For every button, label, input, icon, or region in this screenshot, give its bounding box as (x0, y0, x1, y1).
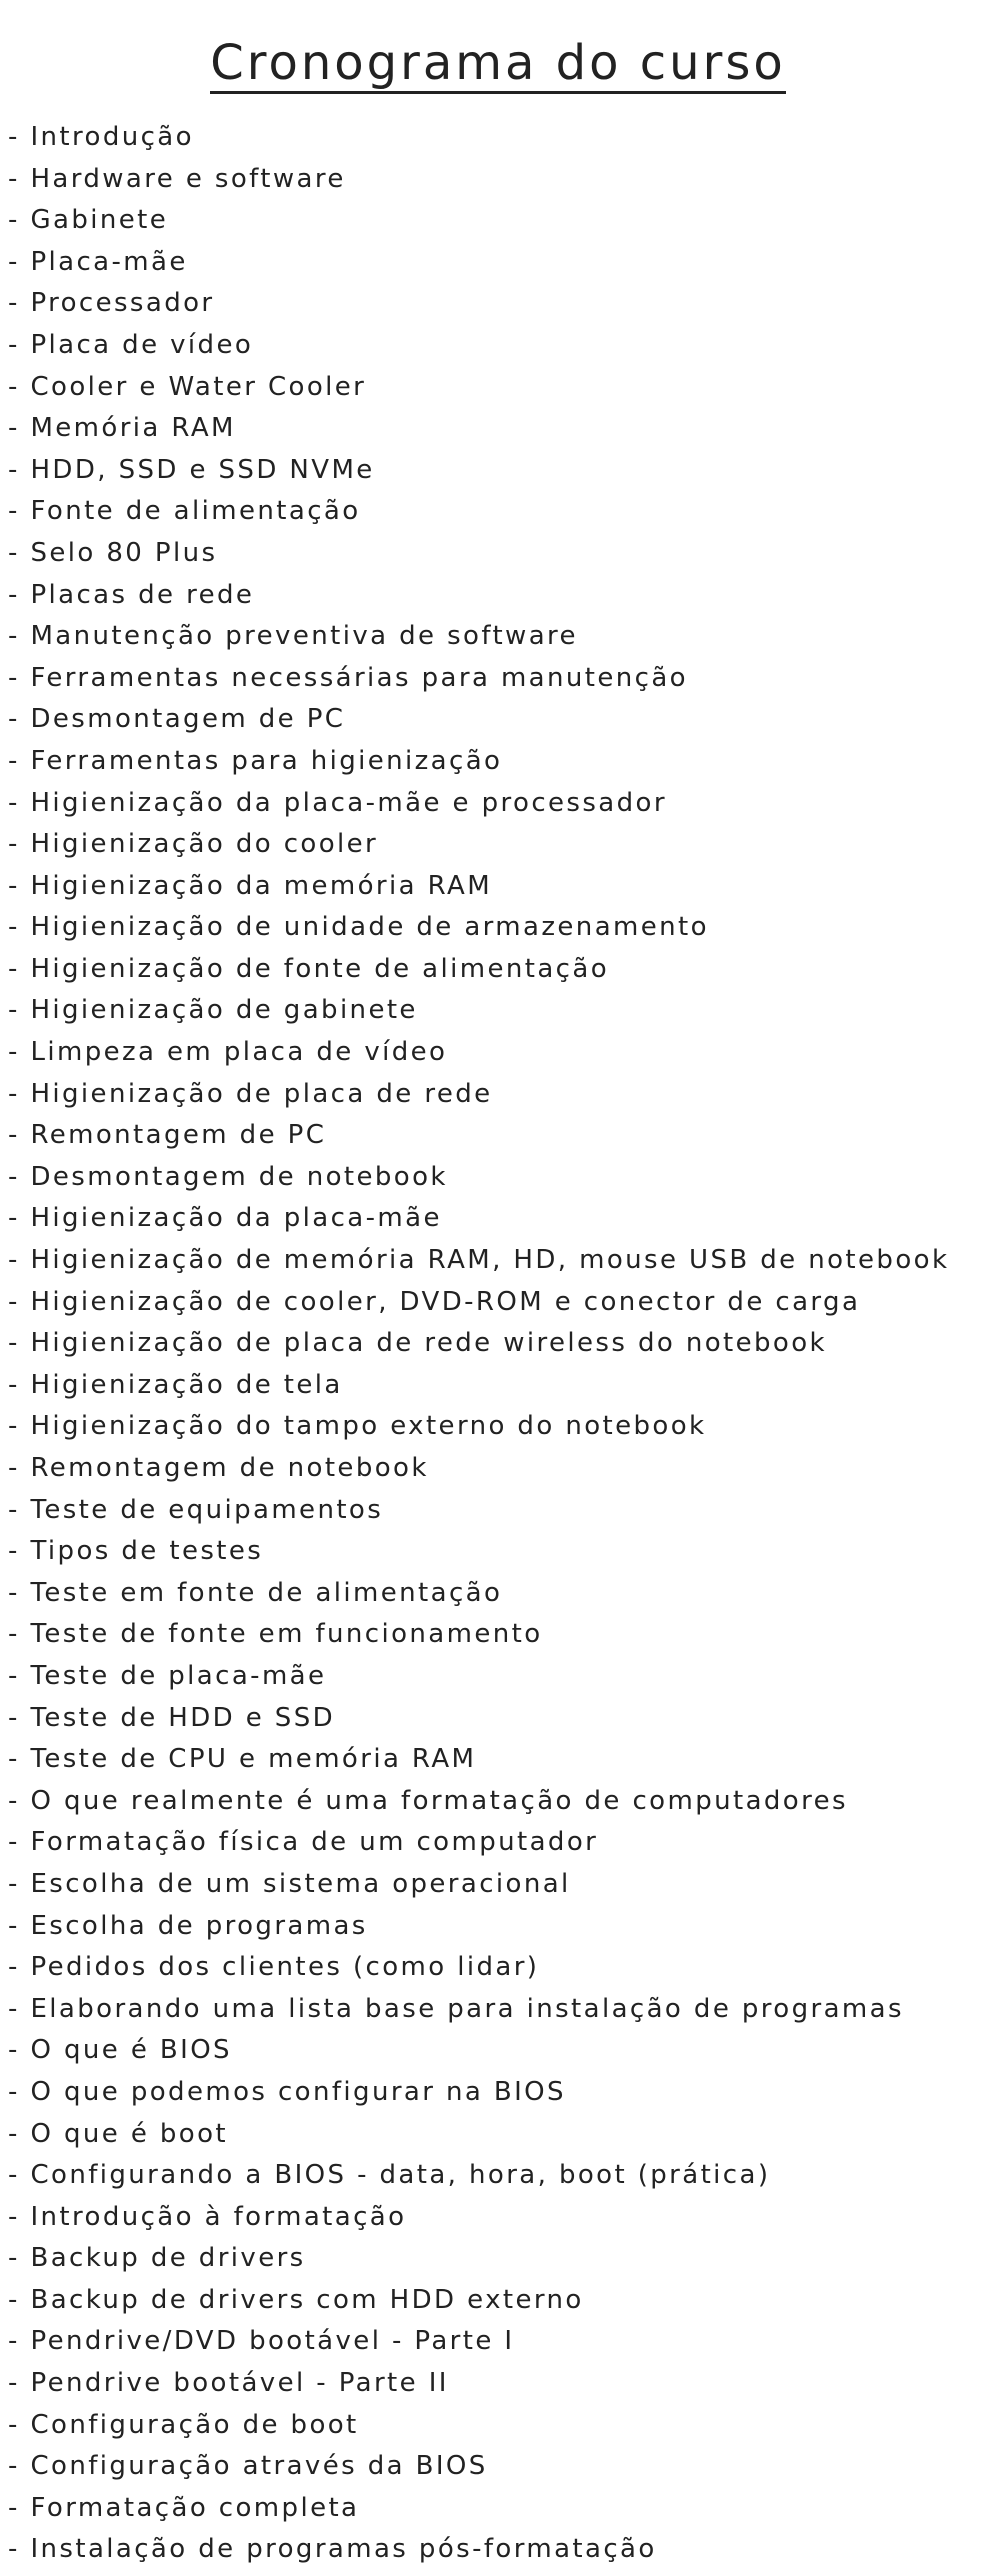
topic-text: Higienização da placa-mãe e processador (30, 787, 667, 818)
list-item (8, 1365, 949, 1407)
topic-text: Backup de drivers (30, 2243, 306, 2274)
list-item (8, 2280, 949, 2322)
bullet-dash: - (8, 662, 31, 693)
topic-text: Configuração de boot (30, 2409, 359, 2440)
bullet-dash: - (8, 496, 31, 527)
bullet-dash: - (8, 2284, 31, 2315)
list-item (8, 866, 949, 908)
bullet-dash: - (8, 2534, 31, 2565)
topic-text: Hardware e software (30, 163, 346, 194)
bullet-dash: - (8, 2243, 31, 2274)
list-item (8, 1906, 949, 1948)
list-item (8, 616, 949, 658)
list-item (8, 1240, 949, 1282)
bullet-dash: - (8, 537, 31, 568)
bullet-dash: - (8, 829, 31, 860)
list-item (8, 1573, 949, 1615)
list-item (8, 1822, 949, 1864)
bullet-dash: - (8, 413, 31, 444)
bullet-dash: - (8, 1660, 31, 1691)
list-item (8, 783, 949, 825)
list-item (8, 741, 949, 783)
list-item (8, 2197, 949, 2239)
list-item (8, 2155, 949, 2197)
bullet-dash: - (8, 912, 31, 943)
topic-text: Higienização de fonte de alimentação (30, 953, 609, 984)
list-item (8, 2114, 949, 2156)
topic-text: Configuração através da BIOS (30, 2451, 488, 2482)
bullet-dash: - (8, 288, 31, 319)
list-item (8, 2030, 949, 2072)
list-item (8, 2321, 949, 2363)
bullet-dash: - (8, 2201, 31, 2232)
list-item (8, 2446, 949, 2488)
topic-text: Pendrive bootável - Parte II (30, 2368, 449, 2399)
list-item (8, 1490, 949, 1532)
list-item (8, 1739, 949, 1781)
list-item (8, 1032, 949, 1074)
bullet-dash: - (8, 1744, 31, 1775)
list-item (8, 1282, 949, 1324)
topic-text: Formatação física de um computador (30, 1827, 599, 1858)
page-title-text: Cronograma do curso (210, 35, 785, 94)
bullet-dash: - (8, 2118, 31, 2149)
topic-text: Higienização de tela (30, 1369, 343, 1400)
topic-text: Processador (30, 288, 215, 319)
list-item (8, 2405, 949, 2447)
list-item (8, 2488, 949, 2530)
bullet-dash: - (8, 1827, 31, 1858)
bullet-dash: - (8, 371, 31, 402)
topic-text: Higienização de gabinete (30, 995, 418, 1026)
topic-text: Tipos de testes (30, 1536, 264, 1567)
bullet-dash: - (8, 1245, 31, 1276)
topic-text: O que realmente é uma formatação de computadores (30, 1785, 848, 1816)
bullet-dash: - (8, 2326, 31, 2357)
list-item (8, 491, 949, 533)
topic-text: Higienização do cooler (30, 829, 379, 860)
list-item (8, 1989, 949, 2031)
list-item (8, 949, 949, 991)
list-item (8, 1656, 949, 1698)
list-item (8, 1698, 949, 1740)
topic-text: Remontagem de PC (30, 1120, 327, 1151)
bullet-dash: - (8, 1952, 31, 1983)
bullet-dash: - (8, 2160, 31, 2191)
topic-text: Placa de vídeo (30, 329, 254, 360)
bullet-dash: - (8, 579, 31, 610)
bullet-dash: - (8, 953, 31, 984)
list-item (8, 2072, 949, 2114)
topic-text: Introdução (30, 122, 194, 152)
bullet-dash: - (8, 745, 31, 776)
topic-text: Escolha de programas (30, 1910, 368, 1941)
topic-text: Teste em fonte de alimentação (30, 1577, 503, 1608)
bullet-dash: - (8, 1619, 31, 1650)
topic-text: Pendrive/DVD bootável - Parte I (30, 2326, 515, 2357)
list-item (8, 824, 949, 866)
list-item (8, 1614, 949, 1656)
topic-text: Higienização da placa-mãe (30, 1203, 442, 1234)
topic-text: O que é boot (30, 2118, 228, 2149)
topic-list (8, 117, 949, 2571)
topic-text: Higienização de placa de rede (30, 1078, 493, 1109)
list-item (8, 200, 949, 242)
bullet-dash: - (8, 1037, 31, 1068)
list-item (8, 159, 949, 201)
list-item (8, 1323, 949, 1365)
topic-text: Placas de rede (30, 579, 255, 610)
list-item (8, 1864, 949, 1906)
bullet-dash: - (8, 870, 31, 901)
bullet-dash: - (8, 1203, 31, 1234)
topic-text: Gabinete (30, 205, 169, 236)
page-title (0, 30, 996, 96)
bullet-dash: - (8, 1369, 31, 1400)
list-item (8, 1448, 949, 1490)
bullet-dash: - (8, 1702, 31, 1733)
bullet-dash: - (8, 122, 31, 152)
list-item (8, 408, 949, 450)
bullet-dash: - (8, 2035, 31, 2066)
bullet-dash: - (8, 2076, 31, 2107)
bullet-dash: - (8, 787, 31, 818)
list-item (8, 2363, 949, 2405)
list-item (8, 1198, 949, 1240)
topic-text: Memória RAM (30, 413, 236, 444)
bullet-dash: - (8, 329, 31, 360)
topic-text: Introdução à formatação (30, 2201, 407, 2232)
topic-text: Configurando a BIOS - data, hora, boot (prática) (30, 2160, 771, 2191)
bullet-dash: - (8, 1868, 31, 1899)
bullet-dash: - (8, 2368, 31, 2399)
bullet-dash: - (8, 1785, 31, 1816)
topic-text: Higienização do tampo externo do notebook (30, 1411, 707, 1442)
topic-text: Manutenção preventiva de software (30, 621, 578, 652)
bullet-dash: - (8, 246, 31, 277)
bullet-dash: - (8, 1910, 31, 1941)
topic-text: Cooler e Water Cooler (30, 371, 367, 402)
bullet-dash: - (8, 1536, 31, 1567)
bullet-dash: - (8, 454, 31, 485)
list-item (8, 907, 949, 949)
topic-text: Backup de drivers com HDD externo (30, 2284, 584, 2315)
bullet-dash: - (8, 1993, 31, 2024)
bullet-dash: - (8, 621, 31, 652)
bullet-dash: - (8, 995, 31, 1026)
list-item (8, 1157, 949, 1199)
bullet-dash: - (8, 1453, 31, 1483)
bullet-dash: - (8, 1286, 31, 1317)
topic-text: Ferramentas necessárias para manutenção (30, 662, 688, 693)
topic-text: Teste de HDD e SSD (30, 1702, 336, 1733)
list-item (8, 1947, 949, 1989)
topic-text: Selo 80 Plus (30, 537, 218, 568)
list-item (8, 450, 949, 492)
topic-text: Higienização de cooler, DVD-ROM e conector de carga (30, 1286, 861, 1317)
topic-text: Higienização de unidade de armazenamento (30, 912, 709, 943)
bullet-dash: - (8, 1328, 31, 1359)
bullet-dash: - (8, 704, 31, 735)
list-item (8, 117, 949, 159)
topic-text: Placa-mãe (30, 246, 188, 277)
topic-text: O que podemos configurar na BIOS (30, 2076, 566, 2107)
topic-text: Teste de fonte em funcionamento (30, 1619, 543, 1650)
bullet-dash: - (8, 2409, 31, 2440)
list-item (8, 1531, 949, 1573)
topic-text: Escolha de um sistema operacional (30, 1868, 571, 1899)
list-item (8, 1115, 949, 1157)
topic-text: Desmontagem de notebook (30, 1161, 448, 1192)
list-item (8, 1074, 949, 1116)
list-item (8, 1781, 949, 1823)
topic-text: Formatação completa (30, 2492, 360, 2523)
bullet-dash: - (8, 1161, 31, 1192)
list-item (8, 658, 949, 700)
bullet-dash: - (8, 205, 31, 236)
list-item (8, 325, 949, 367)
topic-text: Pedidos dos clientes (como lidar) (30, 1952, 540, 1983)
list-item (8, 533, 949, 575)
topic-text: Teste de CPU e memória RAM (30, 1744, 477, 1775)
list-item (8, 2238, 949, 2280)
topic-text: Higienização de memória RAM, HD, mouse USB de notebook (30, 1245, 950, 1276)
topic-text: Higienização de placa de rede wireless do notebook (30, 1328, 827, 1359)
topic-text: Desmontagem de PC (30, 704, 346, 735)
topic-text: Remontagem de notebook (30, 1453, 429, 1483)
bullet-dash: - (8, 1411, 31, 1442)
topic-text: Higienização da memória RAM (30, 870, 493, 901)
list-item (8, 283, 949, 325)
bullet-dash: - (8, 163, 31, 194)
bullet-dash: - (8, 1078, 31, 1109)
list-item (8, 367, 949, 409)
list-item (8, 242, 949, 284)
topic-text: HDD, SSD e SSD NVMe (30, 454, 375, 485)
bullet-dash: - (8, 1494, 31, 1525)
list-item (8, 2529, 949, 2571)
bullet-dash: - (8, 1120, 31, 1151)
topic-text: Teste de placa-mãe (30, 1660, 327, 1691)
topic-text: Elaborando uma lista base para instalação de programas (30, 1993, 904, 2024)
bullet-dash: - (8, 1577, 31, 1608)
topic-text: Instalação de programas pós-formatação (30, 2534, 657, 2565)
topic-text: O que é BIOS (30, 2035, 232, 2066)
list-item (8, 990, 949, 1032)
list-item (8, 1406, 949, 1448)
topic-text: Teste de equipamentos (30, 1494, 384, 1525)
topic-text: Fonte de alimentação (30, 496, 361, 527)
bullet-dash: - (8, 2451, 31, 2482)
list-item (8, 699, 949, 741)
bullet-dash: - (8, 2492, 31, 2523)
list-item (8, 575, 949, 617)
topic-text: Ferramentas para higienização (30, 745, 503, 776)
topic-text: Limpeza em placa de vídeo (30, 1037, 448, 1068)
